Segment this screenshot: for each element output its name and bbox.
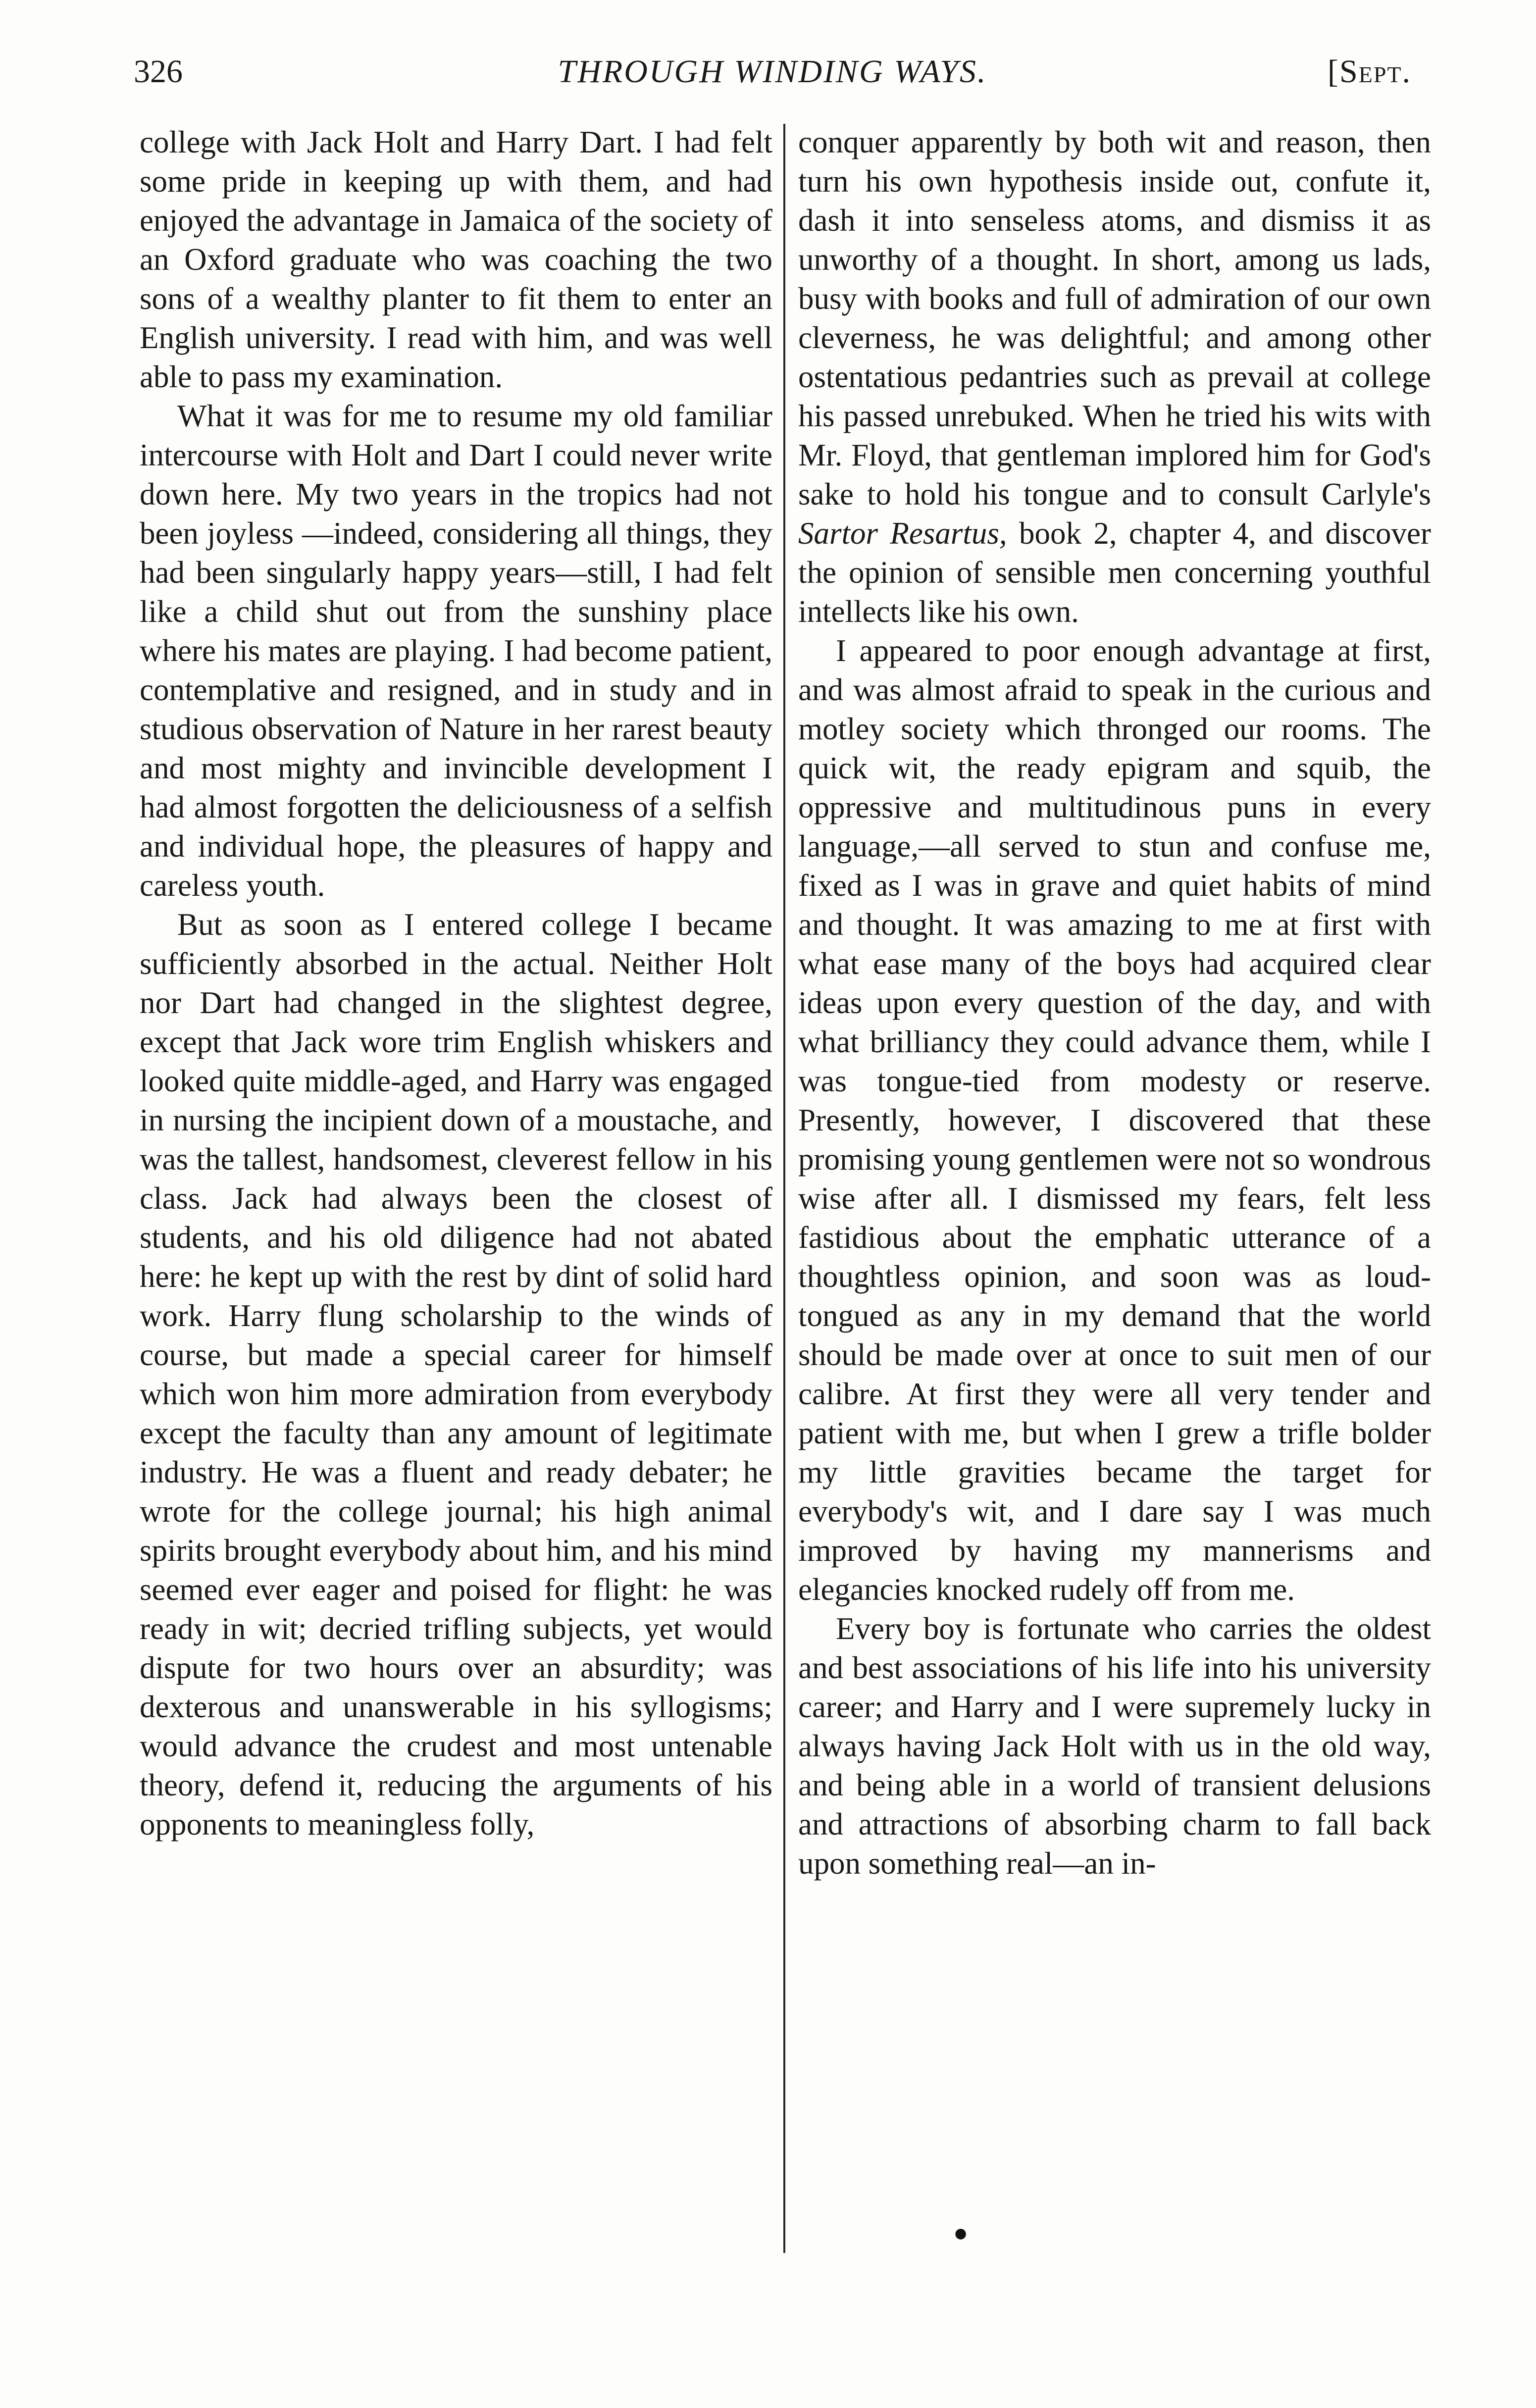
page-number: 326 (134, 53, 183, 90)
paragraph: What it was for me to resume my old familiar intercourse with Holt and Dart I could never write down here. My two years in the tropics had not been joyless —indeed, considering all things, they had been singularly happy years—still, I had felt like a child shut out from the sunshiny place where his mates are playing. I had become patient, contemplative and resigned, and in study and in studious observation of Nature in her rarest beauty and most mighty and invincible development I had almost forgotten the deliciousness of a selfish and individual hope, the pleasures of happy and careless youth. (140, 399, 772, 903)
paragraph-text: book 2, chapter 4, and discover the opinion of sensible men concerning youthful intellects like his own. (798, 516, 1431, 629)
ink-mark: ● (953, 2219, 969, 2247)
left-column (140, 123, 772, 1844)
right-column (798, 123, 1431, 1883)
running-month: [Sept. (1328, 53, 1411, 90)
paragraph (798, 123, 1431, 631)
paragraph-text: conquer apparently by both wit and reason, then turn his own hypothesis inside out, confute it, dash it into senseless atoms, and dismiss it as unworthy of a thought. In short, among us lads, busy with books and full of admiration of our own cleverness, he was delightful; and among other ostentatious pedantries such as prevail at college his passed unrebuked. When he tried his wits with Mr. Floyd, that gentleman implored him for God's sake to hold his tongue and to consult Carlyle's (798, 125, 1431, 512)
paragraph: Every boy is fortunate who carries the oldest and best associations of his life into his university career; and Harry and I were supremely lucky in always having Jack Holt with us in the old way, and being able in a world of transient delusions and attractions of absorbing charm to fall back upon something real—an in- (798, 1611, 1431, 1881)
book-title: Sartor Resartus, (798, 516, 1007, 551)
running-title: THROUGH WINDING WAYS. (558, 53, 987, 90)
paragraph: But as soon as I entered college I became sufficiently absorbed in the actual. Neither Holt nor Dart had changed in the slightest degree, except that Jack wore trim English whiskers and looked quite middle-aged, and Harry was engaged in nursing the incipient down of a moustache, and was the tallest, handsomest, cleverest fellow in his class. Jack had always been the closest of students, and his old diligence had not abated here: he kept up with the rest by dint of solid hard work. Harry flung scholarship to the winds of course, but made a special career for himself which won him more admiration from everybody except the faculty than any amount of legitimate industry. He was a fluent and ready debater; he wrote for the college journal; his high animal spirits brought everybody about him, and his mind seemed ever eager and poised for flight: he was ready in wit; decried trifling subjects, yet would dispute for two hours over an absurdity; was dexterous and unanswerable in his syllogisms; would advance the crudest and most untenable theory, defend it, reducing the arguments of his opponents to meaningless folly, (140, 907, 772, 1842)
paragraph: college with Jack Holt and Harry Dart. I had felt some pride in keeping up with them, and had enjoyed the advantage in Jamaica of the society of an Oxford graduate who was coaching the two sons of a wealthy planter to fit them to enter an English university. I read with him, and was well able to pass my examination. (140, 125, 772, 394)
page-header (134, 50, 1411, 94)
paragraph: I appeared to poor enough advantage at first, and was almost afraid to speak in the curious and motley society which thronged our rooms. The quick wit, the ready epigram and squib, the oppressive and multitudinous puns in every language,—all served to stun and confuse me, fixed as I was in grave and quiet habits of mind and thought. It was amazing to me at first with what ease many of the boys had acquired clear ideas upon every question of the day, and with what brilliancy they could advance them, while I was tongue-tied from modesty or reserve. Presently, however, I discovered that these promising young gentlemen were not so wondrous wise after all. I dismissed my fears, felt less fastidious about the emphatic utterance of a thoughtless opinion, and soon was as loud-tongued as any in my demand that the world should be made over at once to suit men of our calibre. At first they were all very tender and patient with me, but when I grew a trifle bolder my little gravities became the target for everybody's wit, and I dare say I was much improved by having my mannerisms and elegancies knocked rudely off from me. (798, 633, 1431, 1607)
column-divider (783, 124, 785, 2253)
